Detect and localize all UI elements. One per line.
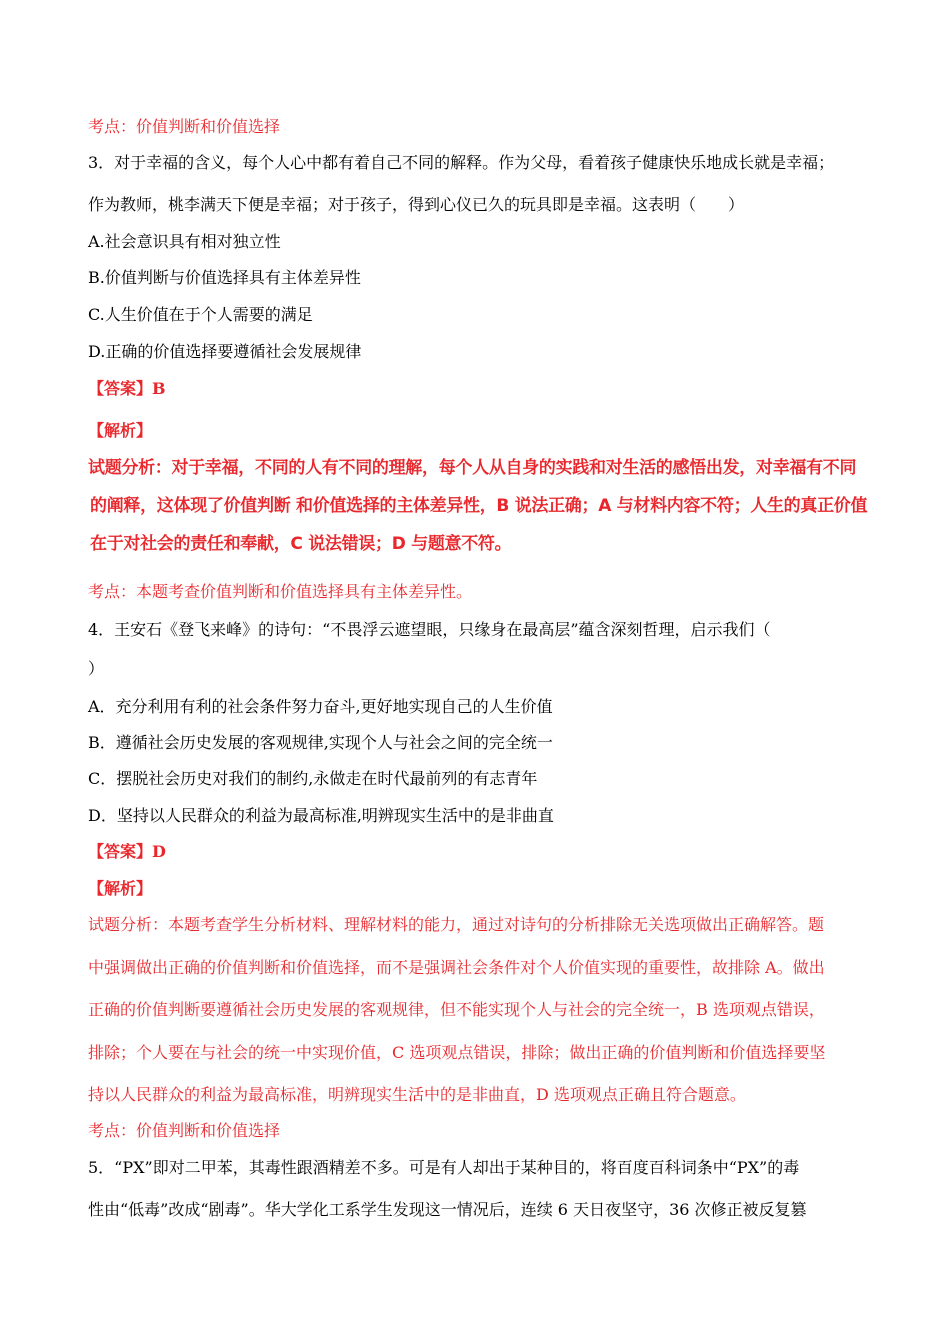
q3-option-a: A.社会意识具有相对独立性 [88, 232, 281, 251]
q4-analysis-label: 【解析】 [88, 879, 153, 898]
q3-stem-line-2: 作为教师，桃李满天下便是幸福；对于孩子，得到心仪已久的玩具即是幸福。这表明（ ） [88, 195, 745, 214]
q3-analysis-line-2: 的阐释，这体现了价值判断 和价值选择的主体差异性，B 说法正确；A 与材料内容不符；人生的真正价值 [90, 496, 868, 516]
q5-stem-line-2: 性由“低毒”改成“剧毒”。华大学化工系学生发现这一情况后，连续 6 天日夜坚守，36 次修正被反复篡 [88, 1200, 807, 1219]
q3-analysis-label: 【解析】 [88, 421, 153, 440]
q3-option-c: C.人生价值在于个人需要的满足 [88, 305, 313, 324]
q3-kaodian: 考点：本题考查价值判断和价值选择具有主体差异性。 [88, 582, 473, 601]
q4-answer: 【答案】D [88, 842, 166, 861]
q3-answer: 【答案】B [88, 379, 166, 398]
q3-option-b: B.价值判断与价值选择具有主体差异性 [88, 268, 361, 287]
q2-kaodian: 考点：价值判断和价值选择 [88, 117, 281, 136]
q4-analysis-line-2: 中强调做出正确的价值判断和价值选择，而不是强调社会条件对个人价值实现的重要性，故排除 A。做出 [88, 958, 825, 977]
q4-option-a: A．充分利用有利的社会条件努力奋斗,更好地实现自己的人生价值 [88, 697, 553, 716]
q3-analysis-line-1: 试题分析：对于幸福，不同的人有不同的理解，每个人从自身的实践和对生活的感悟出发，对幸福有不同 [88, 458, 857, 478]
q3-option-d: D.正确的价值选择要遵循社会发展规律 [88, 342, 362, 361]
q4-stem-line-1: 4．王安石《登飞来峰》的诗句：“不畏浮云遮望眼，只缘身在最高层”蕴含深刻哲理，启示我们（ [88, 620, 771, 639]
q5-stem-line-1: 5．“PX”即对二甲苯，其毒性跟酒精差不多。可是有人却出于某种目的，将百度百科词条中“PX”的毒 [88, 1158, 800, 1177]
q4-analysis-line-4: 排除；个人要在与社会的统一中实现价值，C 选项观点错误，排除；做出正确的价值判断和价值选择要坚 [88, 1043, 826, 1062]
q4-analysis-line-5: 持以人民群众的利益为最高标准，明辨现实生活中的是非曲直，D 选项观点正确且符合题意。 [88, 1085, 746, 1104]
q3-analysis-line-3: 在于对社会的责任和奉献，C 说法错误；D 与题意不符。 [90, 534, 512, 554]
q4-option-d: D．坚持以人民群众的利益为最高标准,明辨现实生活中的是非曲直 [88, 806, 554, 825]
q4-option-b: B．遵循社会历史发展的客观规律,实现个人与社会之间的完全统一 [88, 733, 553, 752]
q4-analysis-line-1: 试题分析：本题考查学生分析材料、理解材料的能力，通过对诗句的分析排除无关选项做出正确解答。题 [88, 915, 825, 934]
q3-stem-line-1: 3．对于幸福的含义，每个人心中都有着自己不同的解释。作为父母，看着孩子健康快乐地成长就是幸福； [88, 153, 835, 172]
q4-analysis-line-3: 正确的价值判断要遵循社会历史发展的客观规律，但不能实现个人与社会的完全统一，B 选项观点错误， [88, 1000, 825, 1019]
q4-stem-line-2: ） [88, 659, 105, 678]
q4-kaodian: 考点：价值判断和价值选择 [88, 1121, 281, 1140]
q4-option-c: C．摆脱社会历史对我们的制约,永做走在时代最前列的有志青年 [88, 769, 538, 788]
